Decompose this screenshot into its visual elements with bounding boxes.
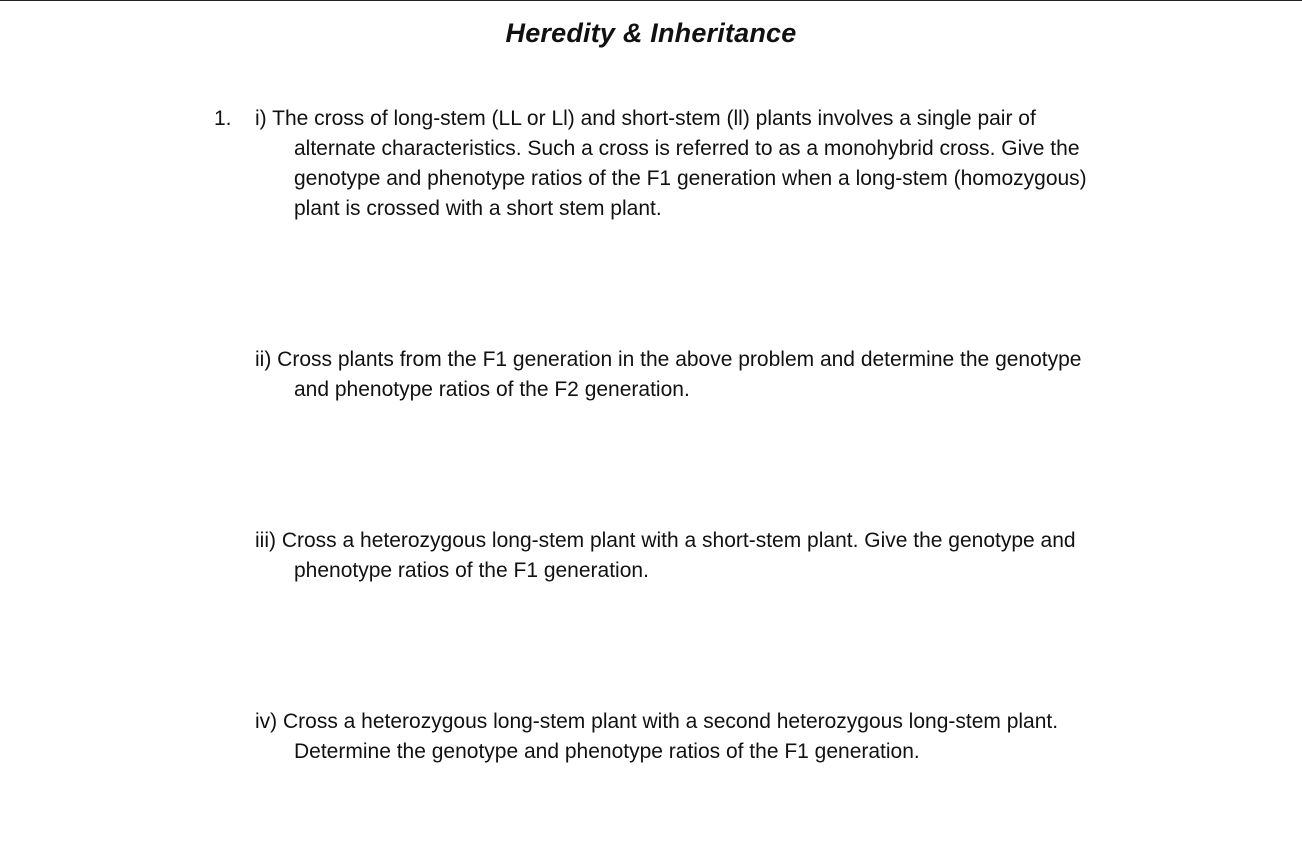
top-border-line xyxy=(0,0,1302,1)
question-part-iii: iii) Cross a heterozygous long-stem plant with a short-stem plant. Give the genotype and phenotype ratios of the F1 generation. xyxy=(255,529,1076,582)
question-part-ii: ii) Cross plants from the F1 generation in the above problem and determine the genotype and phenotype ratios of the F2 generation. xyxy=(255,348,1082,401)
question-part-i: i) The cross of long-stem (LL or Ll) and short-stem (ll) plants involves a single pair of alternate characteristics. Such a cross is referred to as a monohybrid cross. Give the genotype and phenotype ratios of the F1 generation when a long-stem (homozygous) plant is crossed with a short stem plant. xyxy=(255,107,1087,220)
question-part-iv: iv) Cross a heterozygous long-stem plant with a second heterozygous long-stem plant. Determine the genotype and phenotype ratios of the F1 generation. xyxy=(255,710,1059,763)
question-number: 1. xyxy=(214,107,232,130)
document-title: Heredity & Inheritance xyxy=(505,18,797,48)
